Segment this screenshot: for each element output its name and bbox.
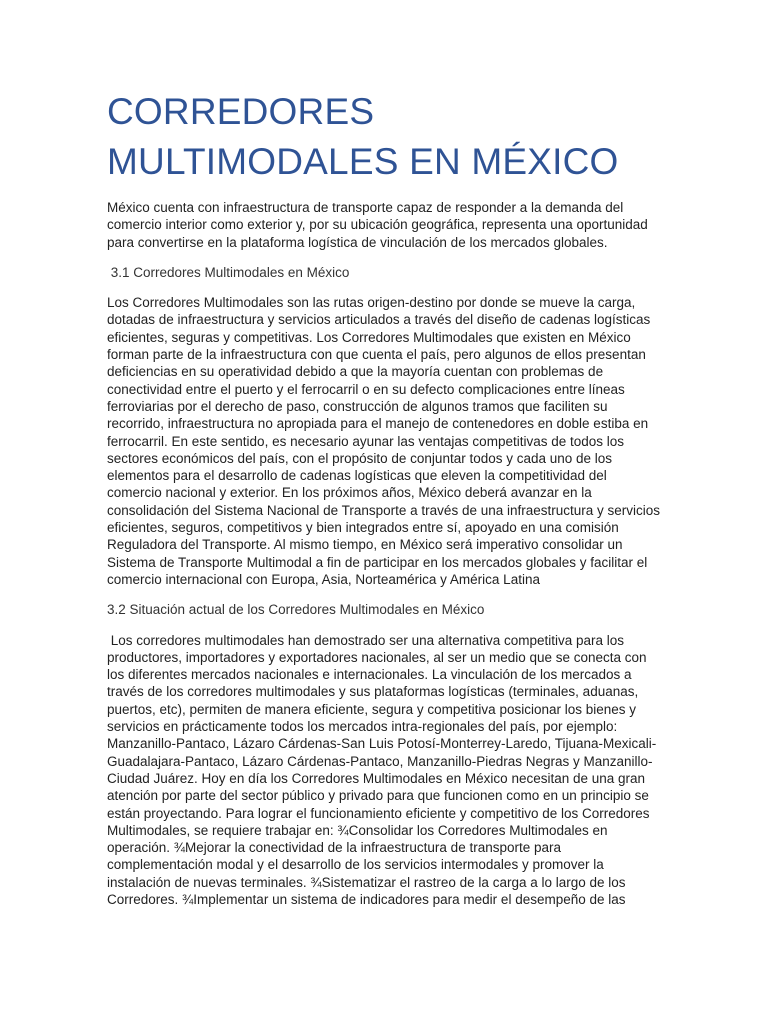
section-2-paragraph: Los corredores multimodales han demostrado ser una alternativa competitiva para los productores, importadores y exportadores nacionales, al ser un medio que se conecta con los diferentes mercados nacionales e internacionales. La vinculación de los mercados a través de los corredores multimodales y sus plataformas logísticas (terminales, aduanas, puertos, etc), permiten de manera eficiente, segura y competitiva posicionar los bienes y servicios en prácticamente todos los mercados intra-regionales del país, por ejemplo: Manzanillo-Pantaco, Lázaro Cárdenas-San Luis Potosí-Monterrey-Laredo, Tijuana-Mexicali-Guadalajara-Pantaco, Lázaro Cárdenas-Pantaco, Manzanillo-Piedras Negras y Manzanillo-Ciudad Juárez. Hoy en día los Corredores Multimodales en México necesitan de una gran atención por parte del sector público y privado para que funcionen como en un principio se están proyectando. Para lograr el funcionamiento eficiente y competitivo de los Corredores Multimodales, se requiere trabajar en: ¾Consolidar los Corredores Multimodales en operación. ¾Mejorar la conectividad de la infraestructura de transporte para complementación modal y el desarrollo de los servicios intermodales y promover la instalación de nuevas terminales. ¾Sistematizar el rastreo de la carga a lo largo de los Corredores. ¾Implementar un sistema de indicadores para medir el desempeño de las — [107, 632, 657, 907]
intro-paragraph: México cuenta con infraestructura de transporte capaz de responder a la demanda del comercio interior como exterior y, por su ubicación geográfica, representa una oportunidad para convertirse en la plataforma logística de vinculación de los mercados globales. — [107, 200, 648, 250]
section-1-paragraph: Los Corredores Multimodales son las rutas origen-destino por donde se mueve la carga, dotadas de infraestructura y servicios articulados a través del diseño de cadenas logísticas eficientes, seguras y competitivas. Los Corredores Multimodales que existen en México forman parte de la infraestructura con que cuenta el país, pero algunos de ellos presentan deficiencias en su operatividad debido a que la mayoría cuentan con problemas de conectividad entre el puerto y el ferrocarril o en su defecto complicaciones entre líneas ferroviarias por el derecho de paso, construcción de algunos tramos que faciliten su recorrido, infraestructura no apropiada para el manejo de contenedores en doble estiba en ferrocarril. En este sentido, es necesario ayunar las ventajas competitivas de todos los sectores económicos del país, con el propósito de conjuntar todos y cada uno de los elementos para el desarrollo de cadenas logísticas que eleven la competitividad del comercio nacional y exterior. En los próximos años, México deberá avanzar en la consolidación del Sistema Nacional de Transporte a través de una infraestructura y servicios eficientes, seguros, competitivos y bien integrados entre sí, apoyado en una comisión Reguladora del Transporte. Al mismo tiempo, en México será imperativo consolidar un Sistema de Transporte Multimodal a fin de participar en los mercados globales y facilitar el comercio internacional con Europa, Asia, Norteamérica y América Latina — [107, 295, 661, 587]
section-1-heading: 3.1 Corredores Multimodales en México — [107, 264, 350, 280]
section-2-heading: 3.2 Situación actual de los Corredores Multimodales en México — [107, 602, 485, 618]
document-title: CORREDORES MULTIMODALES EN MÉXICO — [107, 91, 619, 182]
document-content — [107, 87, 663, 921]
